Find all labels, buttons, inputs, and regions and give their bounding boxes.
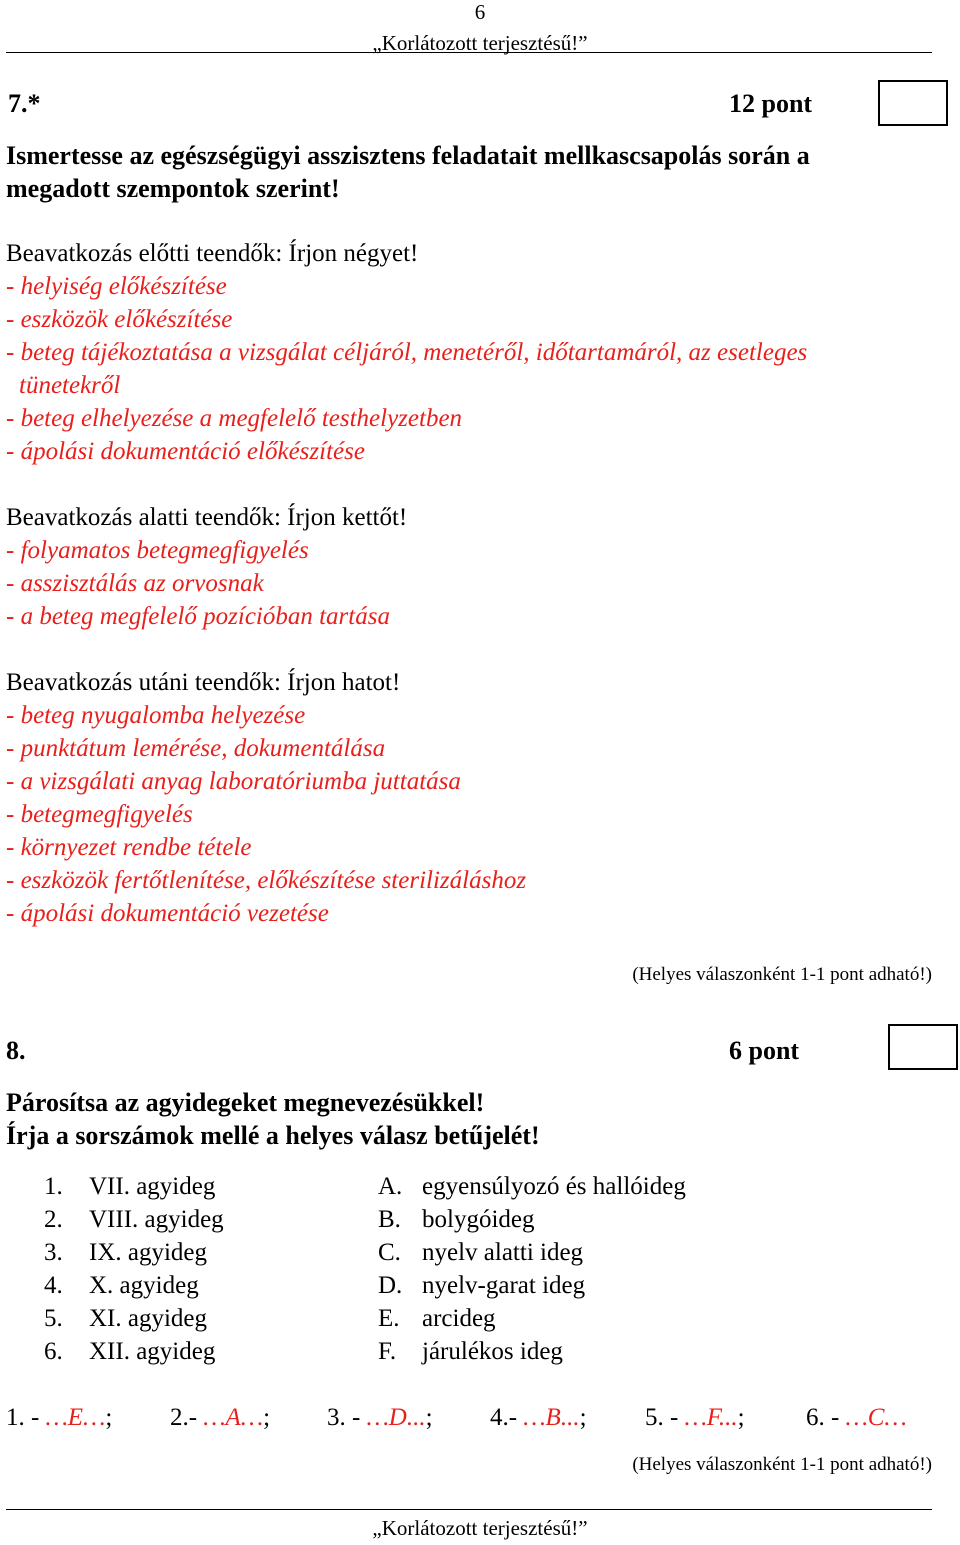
q7-after-item: - eszközök fertőtlenítése, előkészítése sterilizáláshoz xyxy=(6,867,527,894)
q8-points: 6 pont xyxy=(729,1036,800,1065)
nerve-number: 6. xyxy=(44,1338,63,1365)
q7-during-heading: Beavatkozás alatti teendők: Írjon kettőt! xyxy=(6,504,408,531)
answer-item xyxy=(327,1404,433,1432)
q8-scoring-note: (Helyes válaszonként 1-1 pont adható!) xyxy=(632,1454,932,1475)
q7-after-item: - beteg nyugalomba helyezése xyxy=(6,702,306,729)
answer-item xyxy=(645,1404,745,1432)
answer-suffix: ; xyxy=(425,1404,433,1431)
answer-prefix: 6. - xyxy=(806,1404,840,1431)
answer-prefix: 2.- xyxy=(170,1404,198,1431)
answer-value: …D... xyxy=(366,1404,426,1431)
nerve-name: XI. agyideg xyxy=(89,1305,208,1332)
header-rule xyxy=(6,52,932,53)
nerve-number: 4. xyxy=(44,1272,63,1299)
answer-suffix: ; xyxy=(579,1404,587,1431)
footer-title: „Korlátozott terjesztésű!” xyxy=(372,1516,588,1540)
q7-after-heading: Beavatkozás utáni teendők: Írjon hatot! xyxy=(6,669,401,696)
option-text: nyelv-garat ideg xyxy=(422,1272,586,1299)
option-letter: D. xyxy=(378,1272,403,1299)
q8-prompt-line2: Írja a sorszámok mellé a helyes válasz betűjelét! xyxy=(6,1121,540,1150)
q8-score-box[interactable] xyxy=(888,1024,958,1070)
q7-after-item: - betegmegfigyelés xyxy=(6,801,193,828)
q7-after-item: - környezet rendbe tétele xyxy=(6,834,252,861)
answer-item xyxy=(6,1404,112,1432)
option-letter: F. xyxy=(378,1338,397,1365)
option-text: bolygóideg xyxy=(422,1206,535,1233)
option-letter: C. xyxy=(378,1239,401,1266)
q7-during-item: - a beteg megfelelő pozícióban tartása xyxy=(6,603,390,630)
nerve-number: 3. xyxy=(44,1239,63,1266)
q7-score-box[interactable] xyxy=(878,80,948,126)
q7-prompt-line2: megadott szempontok szerint! xyxy=(6,174,340,203)
q7-scoring-note: (Helyes válaszonként 1-1 pont adható!) xyxy=(632,964,932,985)
q7-before-item: - beteg elhelyezése a megfelelő testhelyzetben xyxy=(6,405,463,432)
answer-value: …E… xyxy=(45,1404,106,1431)
answer-prefix: 3. - xyxy=(327,1404,361,1431)
answer-item xyxy=(490,1404,587,1432)
answer-item xyxy=(806,1404,907,1432)
option-text: nyelv alatti ideg xyxy=(422,1239,584,1266)
option-text: járulékos ideg xyxy=(422,1338,563,1365)
option-letter: E. xyxy=(378,1305,400,1332)
answer-value: …C… xyxy=(845,1404,907,1431)
answer-suffix: ; xyxy=(263,1404,271,1431)
option-text: egyensúlyozó és hallóideg xyxy=(422,1173,686,1200)
nerve-name: VII. agyideg xyxy=(89,1173,216,1200)
answer-value: …B... xyxy=(523,1404,580,1431)
answer-prefix: 4.- xyxy=(490,1404,518,1431)
option-text: arcideg xyxy=(422,1305,496,1332)
q7-before-item: - ápolási dokumentáció előkészítése xyxy=(6,438,365,465)
nerve-number: 2. xyxy=(44,1206,63,1233)
nerve-name: VIII. agyideg xyxy=(89,1206,224,1233)
q7-during-item: - folyamatos betegmegfigyelés xyxy=(6,537,309,564)
answer-item xyxy=(170,1404,270,1432)
q7-number: 7.* xyxy=(8,89,41,118)
nerve-name: XII. agyideg xyxy=(89,1338,216,1365)
nerve-number: 5. xyxy=(44,1305,63,1332)
footer-rule xyxy=(6,1509,932,1510)
answer-prefix: 5. - xyxy=(645,1404,679,1431)
q7-points: 12 pont xyxy=(729,89,813,118)
q7-after-item: - punktátum lemérése, dokumentálása xyxy=(6,735,386,762)
answer-suffix: ; xyxy=(105,1404,113,1431)
q7-after-item: - ápolási dokumentáció vezetése xyxy=(6,900,329,927)
answer-prefix: 1. - xyxy=(6,1404,40,1431)
q8-number: 8. xyxy=(6,1036,26,1065)
answer-suffix: ; xyxy=(737,1404,745,1431)
q7-prompt-line1: Ismertesse az egészségügyi asszisztens feladatait mellkascsapolás során a xyxy=(6,141,810,170)
q7-before-item-continuation: tünetekről xyxy=(19,372,121,399)
q7-before-heading: Beavatkozás előtti teendők: Írjon négyet! xyxy=(6,240,419,267)
nerve-number: 1. xyxy=(44,1173,63,1200)
header-title: „Korlátozott terjesztésű!” xyxy=(372,31,588,55)
q7-during-item: - asszisztálás az orvosnak xyxy=(6,570,264,597)
q8-prompt-line1: Párosítsa az agyidegeket megnevezésükkel! xyxy=(6,1088,485,1117)
answer-value: …A… xyxy=(203,1404,264,1431)
q7-before-item: - eszközök előkészítése xyxy=(6,306,233,333)
q7-before-item: - helyiség előkészítése xyxy=(6,273,227,300)
q7-before-item: - beteg tájékoztatása a vizsgálat céljáról, menetéről, időtartamáról, az esetleges xyxy=(6,339,808,366)
q7-after-item: - a vizsgálati anyag laboratóriumba juttatása xyxy=(6,768,461,795)
page-number: 6 xyxy=(474,0,486,24)
nerve-name: X. agyideg xyxy=(89,1272,199,1299)
option-letter: A. xyxy=(378,1173,403,1200)
option-letter: B. xyxy=(378,1206,401,1233)
nerve-name: IX. agyideg xyxy=(89,1239,208,1266)
answer-value: …F... xyxy=(684,1404,738,1431)
